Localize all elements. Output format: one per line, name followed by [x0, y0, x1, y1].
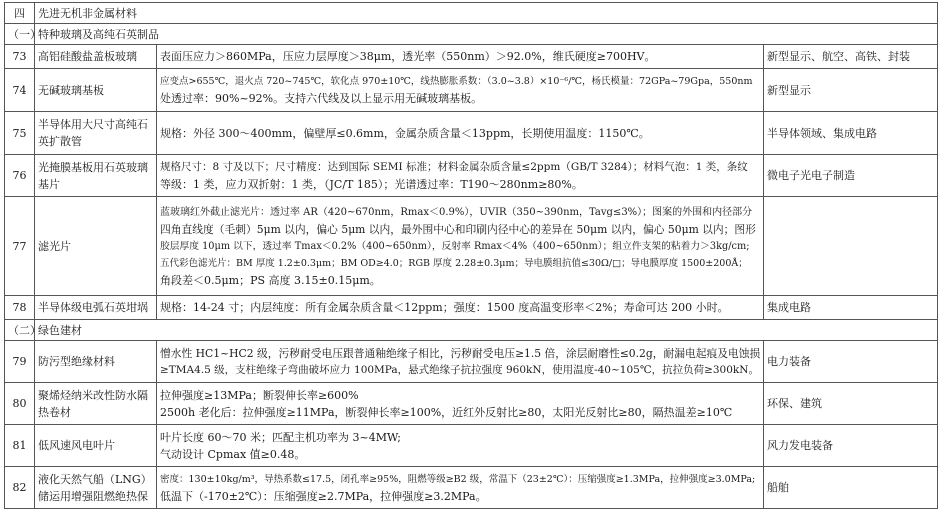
product-name: 液化天然气船（LNG）储运用增强阻燃绝热保: [35, 467, 157, 509]
product-name: 防污型绝缘材料: [35, 341, 157, 383]
spec-line: 等级：1 类，应力双折射：1 类，（JC/T 185）；光谱透过率：T190～280nm≥80%。: [160, 177, 583, 191]
spec-line: 气动设计 Cpmax 值≥0.48。: [160, 447, 306, 461]
section-row: [5, 320, 938, 341]
table-row: [5, 45, 938, 69]
spec-line: 蓝玻璃红外截止滤光片：透过率 AR（420~670nm，Rmax＜0.9%），UVIR（350~390nm，Tavg≤3%）；图案的外围和内径部分: [160, 206, 753, 218]
spec-line: 憎水性 HC1~HC2 级，污秽耐受电压跟普通釉绝缘子相比，污秽耐受电压≥1.5 倍，涂层耐磨性≤0.2g，耐漏电起痕及电蚀损: [160, 346, 761, 360]
application-field: 船舶: [764, 467, 938, 509]
table-row: [5, 197, 938, 296]
application-field: 风力发电装备: [764, 425, 938, 467]
product-name: 低风速风电叶片: [35, 425, 157, 467]
application-field: [764, 197, 938, 296]
table-row: [5, 296, 938, 320]
spec-line: 处透过率：90%~92%。支持六代线及以上显示用无碱玻璃基板。: [160, 92, 483, 105]
product-name: 半导体级电弧石英坩埚: [35, 296, 157, 320]
section-row: [5, 3, 938, 24]
spec-cell: [157, 197, 764, 296]
item-number: 76: [5, 155, 35, 197]
spec-cell: [157, 155, 764, 197]
spec-line: 角段差＜0.5μm；PS 高度 3.15±0.15μm。: [160, 273, 381, 287]
section-row: [5, 24, 938, 45]
item-number: 75: [5, 112, 35, 155]
spec-cell: [157, 45, 764, 69]
product-name: 滤光片: [35, 197, 157, 296]
spec-cell: [157, 383, 764, 425]
section-number: 四: [5, 3, 35, 24]
item-number: 81: [5, 425, 35, 467]
spec-cell: [157, 467, 764, 509]
table-row: [5, 425, 938, 467]
table-row: [5, 155, 938, 197]
spec-line: ≥TMA4.5 级，支柱绝缘子弯曲破坏应力 100MPa，悬式绝缘子抗拉强度 960kN，使用温度-40~105℃，抗拉负荷≥300kN。: [160, 363, 759, 376]
materials-spec-table: [4, 2, 938, 509]
item-number: 82: [5, 467, 35, 509]
spec-cell: [157, 425, 764, 467]
product-name: 无碱玻璃基板: [35, 69, 157, 112]
application-field: 环保、建筑: [764, 383, 938, 425]
table-row: [5, 341, 938, 383]
table-row: [5, 69, 938, 112]
item-number: 79: [5, 341, 35, 383]
section-number: （二）: [5, 320, 35, 341]
spec-line: 规格：外径 300～400mm，偏壁厚≤0.6mm，金属杂质含量＜13ppm，长期使用温度：1150℃。: [160, 126, 650, 140]
spec-line: 2500h 老化后：拉伸强度≥11MPa，断裂伸长率≥100%，近红外反射比≥80，太阳光反射比≥80，隔热温差≥10℃: [160, 405, 733, 419]
spec-line: 拉伸强度≥13MPa；断裂伸长率≥600%: [160, 388, 359, 402]
application-field: 集成电路: [764, 296, 938, 320]
section-title: 先进无机非金属材料: [35, 3, 938, 24]
item-number: 77: [5, 197, 35, 296]
spec-cell: [157, 341, 764, 383]
product-name: 光掩膜基板用石英玻璃基片: [35, 155, 157, 197]
application-field: 半导体领域、集成电路: [764, 112, 938, 155]
section-title: 绿色建材: [35, 320, 938, 341]
spec-line: 规格：14-24 寸；内层纯度：所有金属杂质含量＜12ppm；强度：1500 度高温变形率＜2%；寿命可达 200 小时。: [160, 301, 729, 314]
spec-line: 应变点>655℃，退火点 720~745℃，软化点 970±10℃，线热膨胀系数：（3.0~3.8）×10⁻⁶/℃，杨氏模量：72GPa~79Gpa，550nm: [160, 76, 753, 87]
product-name: 聚烯烃纳米改性防水隔热卷材: [35, 383, 157, 425]
application-field: 电力装备: [764, 341, 938, 383]
spec-line: 四角直线度（毛刺）5μm 以内，偏心 5μm 以内，最外围中心和印刷内径中心的差异在 50μm 以内，偏心 50μm 以内；图形: [160, 222, 756, 236]
item-number: 74: [5, 69, 35, 112]
spec-line: 密度：130±10kg/m³，导热系数≤17.5，闭孔率≥95%，阻燃等级≥B2 级，常温下（23±2℃）：压缩强度≥1.3MPa，拉伸强度≥3.0MPa;: [160, 473, 756, 485]
item-number: 78: [5, 296, 35, 320]
table-row: [5, 467, 938, 509]
spec-cell: [157, 112, 764, 155]
application-field: 微电子光电子制造: [764, 155, 938, 197]
spec-line: 表面压应力＞860MPa，压应力层厚度＞38μm，透光率（550nm）＞92.0%，维氏硬度≥700HV。: [160, 50, 656, 63]
item-number: 80: [5, 383, 35, 425]
spec-line: 五代彩色滤光片：BM 厚度 1.2±0.3μm；BM OD≥4.0；RGB 厚度 2.28±0.3μm；导电膜组抗值≤30Ω/□；导电膜厚度 1500±200Å；: [160, 257, 748, 269]
spec-line: 规格尺寸：8 寸及以下；尺寸精度：达到国际 SEMI 标准；材料金属杂质含量≤2ppm（GB/T 3284）；材料气泡：1 类，条纹: [160, 160, 748, 173]
application-field: 新型显示、航空、高铁、封装: [764, 45, 938, 69]
spec-line: 低温下（-170±2℃）：压缩强度≥2.7MPa，拉伸强度≥3.2MPa。: [160, 489, 487, 503]
section-title: 特种玻璃及高纯石英制品: [35, 24, 938, 45]
spec-line: 胶层厚度 10μm 以下，透过率 Tmax＜0.2%（400~650nm），反射率 Rmax＜4%（400~650nm）；组立件支架的粘着力＞3kg/cm;: [160, 240, 750, 252]
spec-line: 叶片长度 60～70 米；匹配主机功率为 3~4MW;: [160, 430, 402, 444]
table-row: [5, 112, 938, 155]
table-row: [5, 383, 938, 425]
section-number: （一）: [5, 24, 35, 45]
product-name: 半导体用大尺寸高纯石英扩散管: [35, 112, 157, 155]
item-number: 73: [5, 45, 35, 69]
spec-cell: [157, 296, 764, 320]
application-field: 新型显示: [764, 69, 938, 112]
spec-cell: [157, 69, 764, 112]
product-name: 高铝硅酸盐盖板玻璃: [35, 45, 157, 69]
